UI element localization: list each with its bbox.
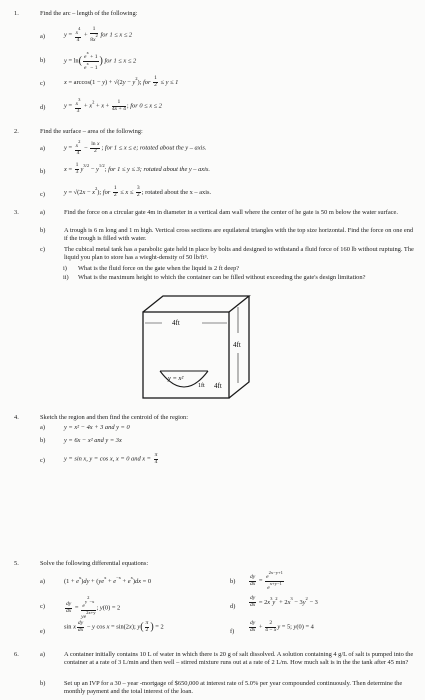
q1d-label: d) [40,104,46,111]
q3c-ii-label: ii) [63,274,69,281]
tank-top-face [143,296,249,312]
q4c-equation: y = sin x, y = cos x, x = 0 and x = $\frac{\pi}{4}$ [64,452,158,465]
q2-heading: Find the surface – area of the following: [40,128,143,135]
q1a-equation: y = $\frac{x^4}{4}$ + $\frac{1}{8x^2}$ for 1 ≤ x ≤ 2 [64,26,133,43]
q2b-equation: x = $\frac{1}{3}$ $y^{3/2} - y^{1/2}$; for 1 ≤ y ≤ 3; rotated about the y – axis. [64,162,210,176]
q3c-ii-text: What is the maximum height to which the container can be filled without exceeding the gate's design limitation? [78,274,366,281]
q6a-text: A container initially contains 10 L of water in which there is 20 g of salt dissolved. A solution containing 4 g/L of salt is pumped into the container at a rate of 3 L/min and then well – stirred mixture runs out at a rate of 2 L/m. How much salt is in the the tank after 45 min? [64,651,414,666]
q3a-label: a) [40,209,45,216]
q4b-text: y = 6x − x² and y = 3x [64,437,122,444]
q2-number: 2. [14,128,19,135]
q5d-equation: $\frac{dy}{dx}$ = $2x^3y^2 + 2x^3 - 3y^2 - 3$ [250,595,318,609]
q4-heading: Sketch the region and then find the centroid of the region: [40,414,189,421]
q2b-range: for 1 ≤ y ≤ 3; rotated about the y – axis. [108,166,210,173]
q3c-label: c) [40,246,45,253]
q3b-label: b) [40,227,46,234]
q4a-label: a) [40,424,45,431]
q5a-label: a) [40,578,45,585]
q1a-range: for 1 ≤ x ≤ 2 [100,31,133,39]
q5-number: 5. [14,560,19,567]
q3b-text: A trough is 6 m long and 1 m high. Vertical cross sections are equilateral triangles with the top size horizontal. Find the force on one end if the trough is filled with water. [64,227,414,242]
q3c-text: The cubical metal tank has a parabolic gate held in place by bolts and designed to withstand a fluid force of 160 lb without ruptuing. The liquid you plan to store has a wieght-density of 50 lb/ft³. [64,246,414,261]
q3a-text: Find the force on a circular gate 4m in diameter in a vertical dam wall where the center of he gate is 50 m below the water surface. [64,209,398,216]
q2c-range: rotated about the x – axis. [145,189,212,196]
q1d-range: for 0 ≤ x ≤ 2 [130,102,162,110]
q4c-label: c) [40,457,45,464]
q5b-equation: $\frac{dy}{dx}$ = $\frac{e^{2x-y+1}}{e^{x+y-1}}$ [250,570,283,591]
q1c-range: ≤ y ≤ 1 [160,79,179,86]
q1c-label: c) [40,80,45,87]
q1b-equation: y = ln( $\frac{e^x + 1}{e^x - 1}$ ) for 1 ≤ x ≤ 2 [64,50,137,71]
q2a-label: a) [40,145,45,152]
q1a-label: a) [40,33,45,40]
q5e-equation: sin x $\frac{dy}{dx}$ − y cos x = sin(2x); y( $\frac{\pi}{2}$ ) = 2 [64,620,164,633]
q2c-equation: $y = √(2x - x^2)$; for $\frac{1}{2}$ ≤ x ≤ $\frac{3}{2}$ ; rotated about the x – axis. [64,185,212,199]
q1-number: 1. [14,10,19,17]
q1-heading: Find the arc – length of the following: [40,10,138,17]
gate-height-label: 1ft [198,383,205,389]
q6b-text: Set up an IVP for a 30 – year -mortgage of $650,000 at interest rate of 5.0% per year compounded continuously. Then determine the monthly payment and the total interest of the loan. [64,680,403,695]
q2a-equation: y = $\frac{x^2}{4}$ − $\frac{\text{ln x}}{2}$ ; for 1 ≤ x ≤ e; rotated about the y – axis. [64,139,207,156]
q5e-label: e) [40,628,45,635]
depth-dimension: 4ft [214,382,222,390]
q6-number: 6. [14,651,19,658]
q4a-text: y = x² − 4x + 3 and y = 0 [64,424,130,431]
q2a-range: for 1 ≤ x ≤ e; rotated about the y – axis. [104,144,207,152]
front-dimension: 4ft [172,319,180,327]
q5f-label: f) [230,628,235,635]
q4b-label: b) [40,437,46,444]
q5d-label: d) [230,603,236,610]
q5a-equation: $(1 + e^x)dy + (ye^x + e^{-x} + e^x)dx = 0$ [64,575,152,585]
q3-number: 3. [14,209,19,216]
q4c-text: y = sin x, y = cos x, x = 0 and x = [64,455,151,463]
q6b-label: b) [40,680,46,687]
cubical-tank-figure [140,293,270,405]
q5c-equation: $\frac{dy}{dx}$ = $\frac{e^{y^2-x}}{ye^{2x+y}}$ ; y(0) = 2 [66,595,121,620]
parabola-label: y = x² [168,375,184,382]
q3c-i-label: i) [63,265,67,272]
q6a-label: a) [40,651,45,658]
q5f-equation: $\frac{dy}{dx}$ + $\frac{2}{4 - x}$ y = 5; y(0) = 4 [250,620,314,633]
q1b-range: for 1 ≤ x ≤ 2 [104,57,137,65]
q1d-equation: y = $\frac{x^3}{3}$ + $x^2 + x$ + $\frac{1}{4x + 4}$ ; for 0 ≤ x ≤ 2 [64,97,162,114]
q4-number: 4. [14,414,19,421]
q1c-equation: $x = \arccos(1 - y) + √(2y - y^2)$; for $\frac{1}{2}$ ≤ y ≤ 1 [64,75,179,89]
q5c-label: c) [40,603,45,610]
q2b-label: b) [40,168,46,175]
q5-heading: Solve the following differential equations: [40,560,149,567]
q5b-label: b) [230,578,236,585]
q2c-label: c) [40,191,45,198]
q3c-i-text: What is the fluid force on the gate when the liquid is 2 ft deep? [78,265,240,272]
side-dimension: 4ft [233,341,241,349]
q1b-label: b) [40,57,46,64]
